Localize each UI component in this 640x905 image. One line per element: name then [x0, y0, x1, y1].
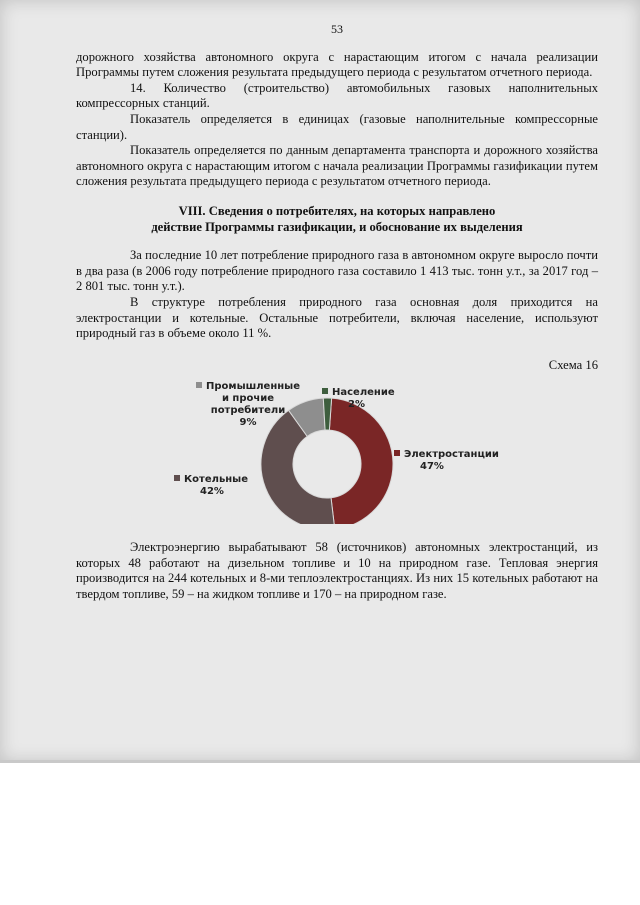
paragraph-top-3: Показатель определяется в единицах (газовые наполнительные компрессорные станции). — [76, 111, 598, 142]
legend-swatch-2 — [174, 475, 180, 481]
donut-label-3 — [196, 381, 300, 429]
consumption-donut-chart — [76, 376, 598, 524]
schema-label: Схема 16 — [548, 357, 598, 372]
donut-category-label-3: потребители — [210, 405, 286, 417]
donut-label-2-line-1 — [174, 474, 248, 486]
donut-category-label-2: Котельные — [184, 474, 249, 486]
donut-value-label-4: 2% — [348, 399, 365, 411]
paragraph-mid-1: За последние 10 лет потребление природного газа в автономном округе выросло почти в два раза (в 2006 году потребление природного газа составило 1 413 тыс. тонн у.т., за 2017 год – 2 801 тыс. тонн у.т.). — [76, 248, 598, 294]
legend-swatch-4 — [322, 388, 328, 394]
donut-label-3-line-2 — [196, 393, 300, 405]
donut-label-3-line-4 — [196, 417, 300, 429]
donut-label-4-line-2 — [322, 399, 395, 411]
donut-label-2 — [174, 474, 248, 498]
paragraph-top-1: дорожного хозяйства автономного округа с нарастающим итогом с начала реализации Программы путем сложения результата предыдущего периода с результатом отчетного периода. — [76, 49, 598, 80]
donut-label-4-line-1 — [322, 387, 395, 399]
paragraph-top-4: Показатель определяется по данным департамента транспорта и дорожного хозяйства автономного округа с нарастающим итогом с начала реализации Программы газификации путем сложения результата предыдущего периода с результатом отчетного периода. — [76, 143, 598, 189]
donut-category-label-3: и прочие — [221, 393, 275, 405]
donut-value-label-3: 9% — [239, 417, 257, 429]
donut-slice-1 — [329, 398, 393, 524]
donut-value-label-1: 47% — [420, 461, 444, 473]
paragraph-top-2: 14. Количество (строительство) автомобильных газовых наполнительных компрессорных станций. — [76, 80, 598, 111]
paragraph-bottom-1: Электроэнергию вырабатывают 58 (источников) автономных электростанций, из которых 48 работают на дизельном топливе и 10 на природном газе. Тепловая энергия производится на 244 котельных и 8-ми теплоэлектростанциях. Из них 15 котельных работают на твердом топливе, 59 – на жидком топливе и 170 – на природном газе. — [76, 540, 598, 602]
donut-value-label-2: 42% — [200, 486, 224, 498]
donut-label-1-line-2 — [394, 461, 499, 473]
donut-label-3-line-1 — [196, 381, 300, 393]
scan-edge — [0, 760, 640, 763]
legend-swatch-1 — [394, 450, 400, 456]
legend-swatch-3 — [196, 382, 202, 388]
donut-label-2-line-2 — [174, 486, 248, 498]
section-heading-line-2: действие Программы газификации, и обоснование их выделения — [151, 219, 523, 234]
page-number: 53 — [331, 22, 343, 36]
donut-label-3-line-3 — [196, 405, 300, 417]
section-heading — [76, 204, 598, 235]
paragraph-mid-2: В структуре потребления природного газа основная доля приходится на электростанции и котельные. Остальные потребители, включая население, используют природный газ в объеме около 11 %. — [76, 294, 598, 341]
section-heading-line-1: VIII. Сведения о потребителях, на которых направлено — [178, 203, 496, 218]
donut-label-1 — [394, 449, 499, 473]
donut-label-4 — [322, 387, 395, 411]
document-page — [76, 22, 598, 603]
donut-label-1-line-1 — [394, 449, 499, 461]
donut-category-label-1: Электростанции — [404, 449, 499, 461]
donut-category-label-4: Население — [332, 387, 395, 399]
donut-category-label-3: Промышленные — [206, 381, 300, 393]
